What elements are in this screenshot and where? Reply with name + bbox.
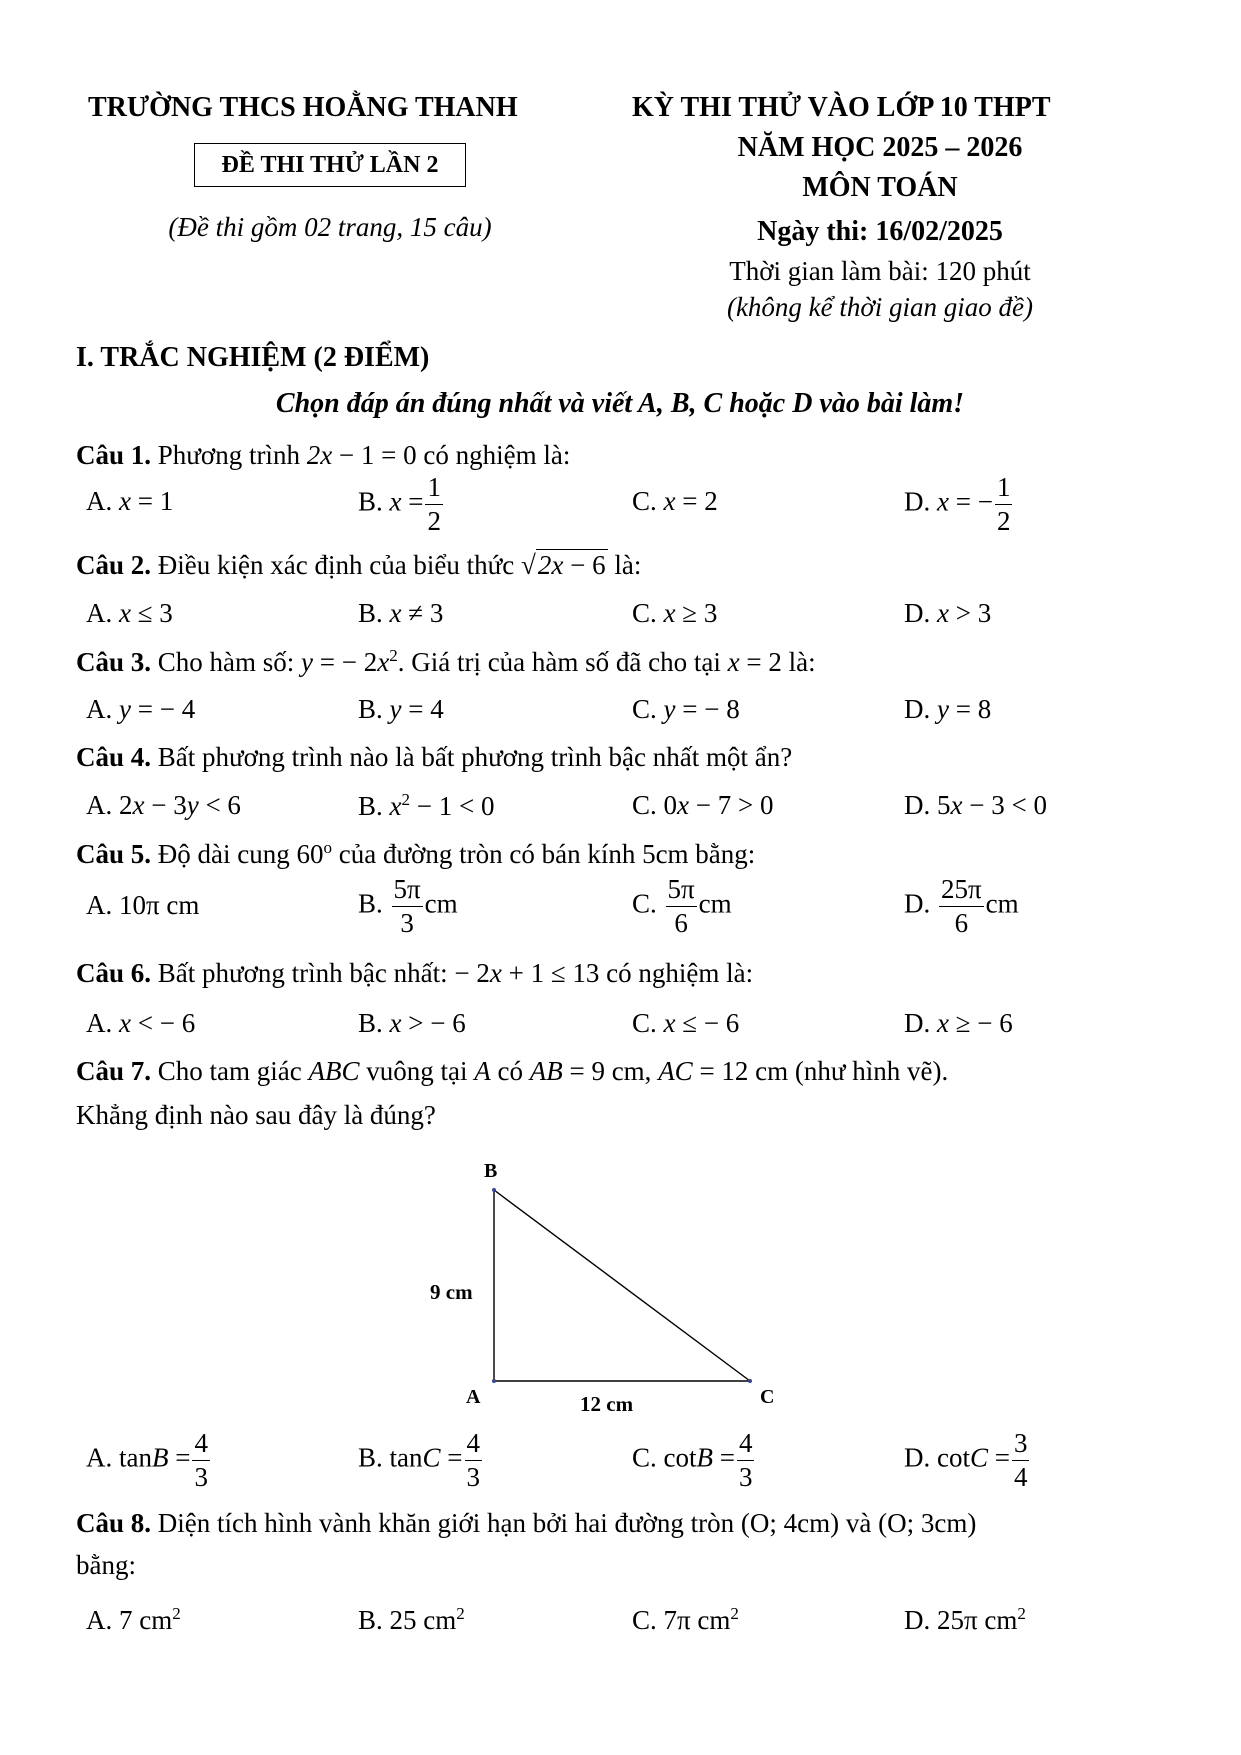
exam-title: KỲ THI THỬ VÀO LỚP 10 THPT (632, 92, 1051, 123)
question-7-line2: Khẳng định nào sau đây là đúng? (76, 1100, 436, 1130)
question-1: Câu 1. Phương trình 2x − 1 = 0 có nghiệm là: (76, 440, 571, 470)
question-4: Câu 4. Bất phương trình nào là bất phương trình bậc nhất một ẩn? (76, 742, 793, 772)
q2-option-b: B. x ≠ 3 (358, 598, 444, 628)
q3-option-b: B. y = 4 (358, 694, 444, 724)
q4-option-b: B. $x^2 - 1 < 0$ (358, 790, 495, 821)
q2-option-c: C. x ≥ 3 (632, 598, 718, 628)
vertex-b-dot (492, 1188, 496, 1192)
q5-option-b: B. $\frac{5\pi}{3}$ cm (358, 874, 458, 938)
section-title: I. TRẮC NGHIỆM (2 ĐIỂM) (76, 342, 430, 373)
q6-option-d: D. x ≥ − 6 (904, 1008, 1013, 1038)
question-7: Câu 7. Cho tam giác ABC vuông tại A có AB = 9 cm, AC = 12 cm (như hình vẽ). (76, 1056, 949, 1086)
triangle-abc (494, 1190, 750, 1381)
school-name: TRƯỜNG THCS HOẰNG THANH (88, 92, 518, 123)
q3-option-a: A. y = − 4 (86, 694, 196, 724)
subject: MÔN TOÁN (802, 172, 958, 203)
side-ab-label: 9 cm (430, 1280, 473, 1304)
q7-option-a: A. tanB = $\frac{4}{3}$ (86, 1428, 208, 1492)
duration: Thời gian làm bài: 120 phút (729, 256, 1031, 286)
q6-option-a: A. x < − 6 (86, 1008, 196, 1038)
q5-option-d: D. $\frac{25\pi}{6}$ cm (904, 874, 1019, 938)
question-8-line2: bằng: (76, 1550, 136, 1580)
q3-option-c: C. y = − 8 (632, 694, 740, 724)
q8-option-c: C. 7π $cm^2$ (632, 1604, 739, 1635)
exam-date: Ngày thi: 16/02/2025 (757, 216, 1003, 247)
q1-option-d: D. x = − $\frac{1}{2}$ (904, 472, 1011, 536)
q1-option-b: B. x = $\frac{1}{2}$ (358, 472, 441, 536)
q4-option-a: A. 2x − 3y < 6 (86, 790, 241, 820)
question-3: Câu 3. Cho hàm số: y = − $2x^2$. Giá trị của hàm số đã cho tại x = 2 là: (76, 646, 816, 677)
vertex-c-dot (748, 1379, 752, 1383)
side-ac-label: 12 cm (580, 1392, 634, 1416)
q7-option-d: D. cotC = $\frac{3}{4}$ (904, 1428, 1028, 1492)
q6-option-c: C. x ≤ − 6 (632, 1008, 740, 1038)
question-2: Câu 2. Điều kiện xác định của biểu thức √2x − 6 là: (76, 550, 642, 580)
q7-option-b: B. tanC = $\frac{4}{3}$ (358, 1428, 480, 1492)
vertex-c-label: C (760, 1386, 775, 1408)
q5-option-c: C. $\frac{5\pi}{6}$ cm (632, 874, 732, 938)
exam-label-box: ĐỀ THI THỬ LẦN 2 (194, 143, 466, 187)
pages-note: (Đề thi gồm 02 trang, 15 câu) (168, 212, 492, 242)
q2-option-a: A. x ≤ 3 (86, 598, 173, 628)
school-year: NĂM HỌC 2025 – 2026 (737, 132, 1023, 163)
q8-option-d: D. 25π $cm^2$ (904, 1604, 1026, 1635)
q1-option-a: A. x = 1 (86, 486, 174, 516)
q3-option-d: D. y = 8 (904, 694, 992, 724)
q2-option-d: D. x > 3 (904, 598, 992, 628)
q6-option-b: B. x > − 6 (358, 1008, 466, 1038)
vertex-a-dot (492, 1379, 496, 1383)
vertex-b-label: B (484, 1160, 498, 1182)
question-5: Câu 5. Độ dài cung 60$^o$ của đường tròn có bán kính 5cm bằng: (76, 838, 756, 869)
vertex-a-label: A (466, 1386, 481, 1408)
q4-option-c: C. 0x − 7 > 0 (632, 790, 774, 820)
question-6: Câu 6. Bất phương trình bậc nhất: − 2x + 1 ≤ 13 có nghiệm là: (76, 958, 754, 988)
q4-option-d: D. 5x − 3 < 0 (904, 790, 1047, 820)
q8-option-b: B. 25 $cm^2$ (358, 1604, 465, 1635)
duration-note: (không kể thời gian giao đề) (726, 292, 1034, 322)
question-8: Câu 8. Diện tích hình vành khăn giới hạn bởi hai đường tròn (O; 4cm) và (O; 3cm) (76, 1508, 977, 1538)
q8-option-a: A. 7 $cm^2$ (86, 1604, 181, 1635)
q1-option-c: C. x = 2 (632, 486, 718, 516)
q5-option-a: A. 10π cm (86, 890, 200, 920)
section-instruction: Chọn đáp án đúng nhất và viết A, B, C hoặc D vào bài làm! (275, 388, 965, 419)
q7-option-c: C. cotB = $\frac{4}{3}$ (632, 1428, 753, 1492)
